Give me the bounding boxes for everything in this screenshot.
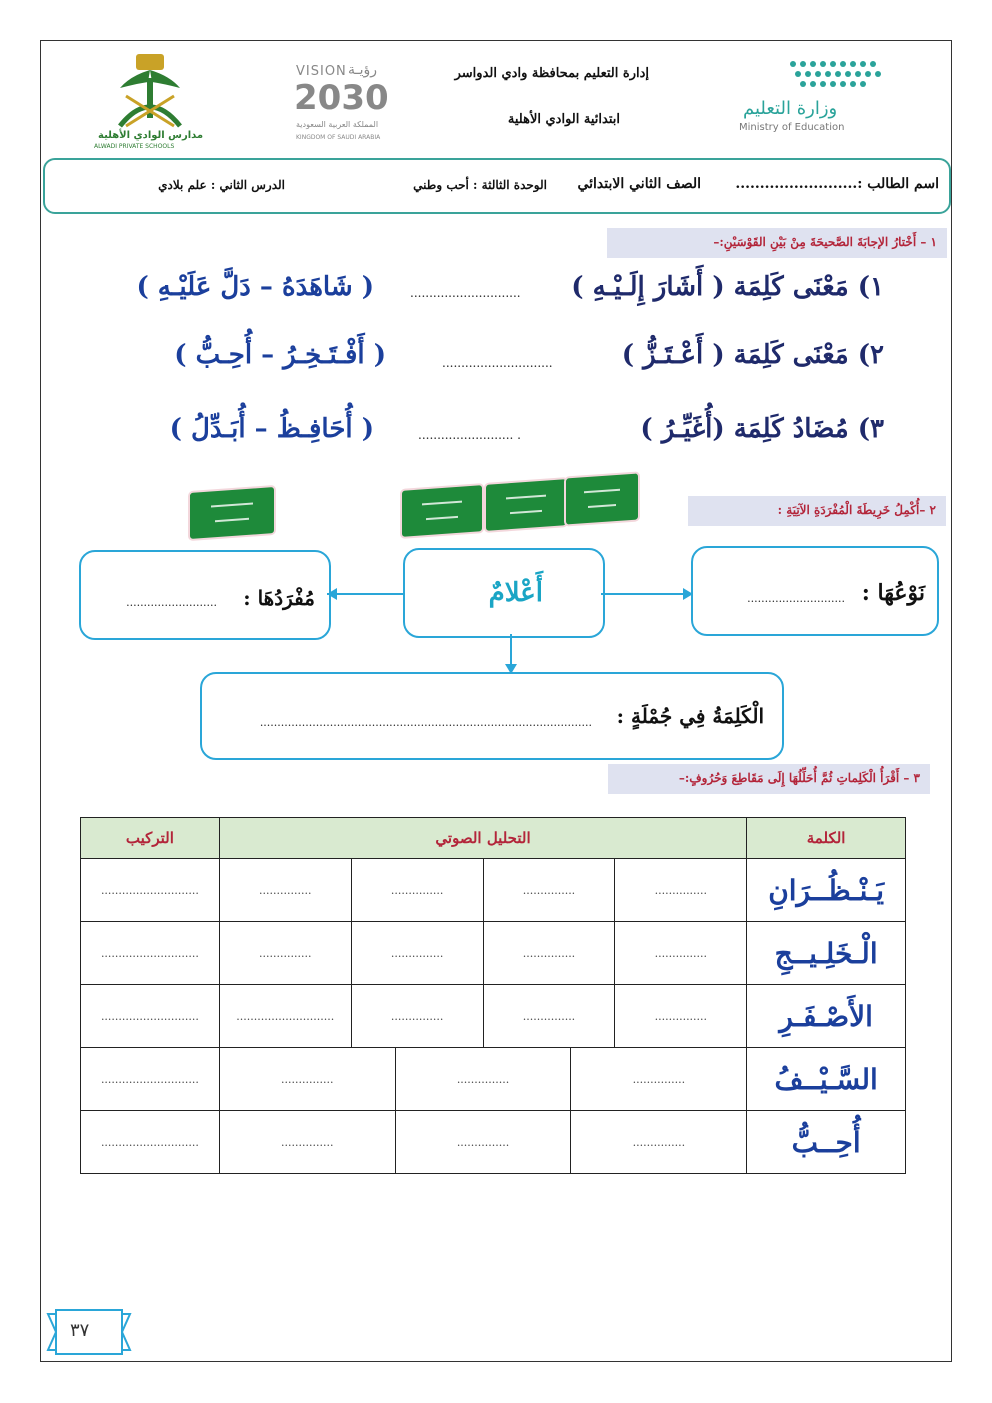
singular-blank[interactable]: ..........................	[126, 596, 217, 609]
ministry-name-ar: وزارة التعليم	[743, 98, 838, 119]
analysis-cell[interactable]: ...............	[570, 1111, 746, 1173]
admin-line: إدارة التعليم بمحافظة وادي الدواسر	[454, 66, 649, 81]
compose-cell[interactable]: ............................	[81, 1111, 220, 1174]
ministry-dots-icon	[735, 58, 895, 98]
saudi-flag-icon	[402, 485, 482, 537]
section1-title: ١ – أَخْتارُ الإجابَةَ الصَّحيحَةَ مِنْ بَيْنِ القَوْسَيْنِ:–	[713, 235, 937, 249]
school-name-en: ALWADI PRIVATE SCHOOLS	[94, 143, 175, 150]
sentence-box	[200, 672, 784, 760]
section3-title: ٣ – أَقْرَأُ الْكَلِماتِ ثُمَّ أُحَلِّلُهَا إِلَى مَقَاطِعَ وَحُرُوفٍ:–	[678, 771, 920, 785]
question-3-blank[interactable]: ......................... .	[418, 428, 521, 442]
analysis-cell[interactable]: ...............	[483, 922, 615, 984]
analysis-cell[interactable]: ...............	[614, 859, 746, 921]
analysis-cell[interactable]: ...............	[351, 859, 483, 921]
type-blank[interactable]: ............................	[747, 592, 845, 605]
analysis-cell[interactable]: ...............	[483, 985, 615, 1047]
saudi-flag-icon	[486, 479, 566, 531]
ministry-logo	[735, 58, 895, 138]
header-analysis: التحليل الصوتي	[219, 818, 746, 859]
type-label: نَوْعُهَا :	[861, 580, 925, 606]
singular-box	[79, 550, 331, 640]
school-name-ar: مدارس الوادي الأهلية	[98, 130, 204, 141]
vision-year: 2030	[294, 78, 389, 118]
row-word: يَـنْـظُــرَانِ	[747, 859, 906, 922]
analysis-cell[interactable]: ...............	[395, 1111, 571, 1173]
table-row	[81, 1111, 906, 1174]
table-header-row	[81, 818, 906, 859]
header-compose: التركيب	[81, 818, 220, 859]
connector-line-left	[327, 593, 403, 595]
question-2-choices: ( أَفْـتَـخِـرُ – أُحِـبُّ )	[174, 340, 386, 370]
school-line: ابتدائية الوادي الأهلية	[507, 112, 620, 127]
section2-title-bar	[688, 496, 946, 526]
question-2-text: ٢) مَعْنَى كَلِمَة ( أَعْـتَـزُّ )	[621, 340, 884, 370]
sentence-label: الْكَلِمَةُ فِي جُمْلَةٍ :	[616, 704, 764, 728]
grade-label: الصف الثاني الابتدائي	[577, 176, 701, 192]
compose-cell[interactable]: ............................	[81, 859, 220, 922]
analysis-cell[interactable]: ...............	[281, 1072, 334, 1086]
table-row	[81, 859, 906, 922]
vision-kingdom-ar: المملكة العربية السعودية	[296, 120, 379, 129]
analysis-cell[interactable]: ...............	[351, 985, 483, 1047]
sentence-blank[interactable]: ...............................................................................................	[259, 716, 592, 729]
type-box	[691, 546, 939, 636]
saudi-flag-icon	[566, 473, 638, 524]
arrow-left-icon	[327, 588, 337, 600]
section3-title-bar	[608, 764, 930, 794]
analysis-cell[interactable]: ...............	[483, 859, 615, 921]
ministry-name-en: Ministry of Education	[739, 122, 845, 133]
analysis-cell[interactable]: ...............	[259, 946, 312, 960]
compose-cell[interactable]: ............................	[81, 1048, 220, 1111]
palm-emblem-icon	[90, 48, 210, 130]
center-word-box	[403, 548, 605, 638]
analysis-cell[interactable]: ...............	[281, 1135, 334, 1149]
analysis-cell[interactable]: ...............	[395, 1048, 571, 1110]
analysis-cell[interactable]: ...............	[570, 1048, 746, 1110]
table-row	[81, 922, 906, 985]
student-info-box	[43, 158, 951, 214]
vision-kingdom-en: KINGDOM OF SAUDI ARABIA	[296, 134, 381, 141]
connector-line-right	[601, 593, 691, 595]
analysis-cell[interactable]: ............................	[236, 1009, 335, 1023]
question-3-text: ٣) مُضَادُ كَلِمَة (أُغَيِّـرُ )	[640, 414, 884, 444]
table-row	[81, 1048, 906, 1111]
question-1-text: ١) مَعْنَى كَلِمَة ( أَشَارَ إِلَـيْـهِ )	[571, 272, 884, 302]
question-1-choices: ( شَاهَدَهُ – دَلَّ عَلَيْـهِ )	[136, 272, 374, 302]
row-word: الأَصْـفَـرِ	[747, 985, 906, 1048]
table-row	[81, 985, 906, 1048]
page-number: ٣٧	[70, 1320, 90, 1341]
section1-title-bar	[607, 228, 947, 258]
lesson-label: الدرس الثاني : علم بلادي	[158, 178, 285, 192]
section2-title: ٢ –أُكْمِلُ خَرِيطَةَ الْمُفْرَدَةِ الآتِيَةِ :	[777, 503, 936, 517]
header-word: الكلمة	[747, 818, 906, 859]
school-logo	[90, 48, 210, 153]
vision-label: VISION	[296, 64, 347, 79]
unit-label: الوحدة الثالثة : أحب وطني	[413, 178, 547, 192]
question-2-blank[interactable]: .............................	[442, 356, 553, 370]
saudi-flag-icon	[190, 487, 274, 539]
analysis-cell[interactable]: ...............	[351, 922, 483, 984]
compose-cell[interactable]: ............................	[81, 922, 220, 985]
row-word: السَّـيْــفُ	[747, 1048, 906, 1111]
arrow-right-icon	[683, 588, 693, 600]
question-1-blank[interactable]: .............................	[410, 286, 521, 300]
analysis-cell[interactable]: ...............	[259, 883, 312, 897]
arrow-down-icon	[505, 664, 517, 674]
compose-cell[interactable]: ............................	[81, 985, 220, 1048]
vision-logo	[292, 60, 392, 150]
analysis-cell[interactable]: ...............	[614, 922, 746, 984]
vision-ar: رؤيـة	[348, 62, 378, 78]
row-word: الْـخَلِـيــجِ	[747, 922, 906, 985]
analysis-table	[80, 817, 906, 1174]
analysis-cell[interactable]: ...............	[614, 985, 746, 1047]
row-word: أُحِــبُّ	[747, 1111, 906, 1174]
question-3-choices: ( أُحَافِـظُ – أُبَـدِّلُ )	[169, 414, 374, 444]
center-word: أَعْلامٌ	[488, 578, 543, 608]
student-name-field[interactable]: اسم الطالب :.........................	[735, 176, 939, 192]
singular-label: مُفْرَدُهَا :	[243, 586, 315, 610]
